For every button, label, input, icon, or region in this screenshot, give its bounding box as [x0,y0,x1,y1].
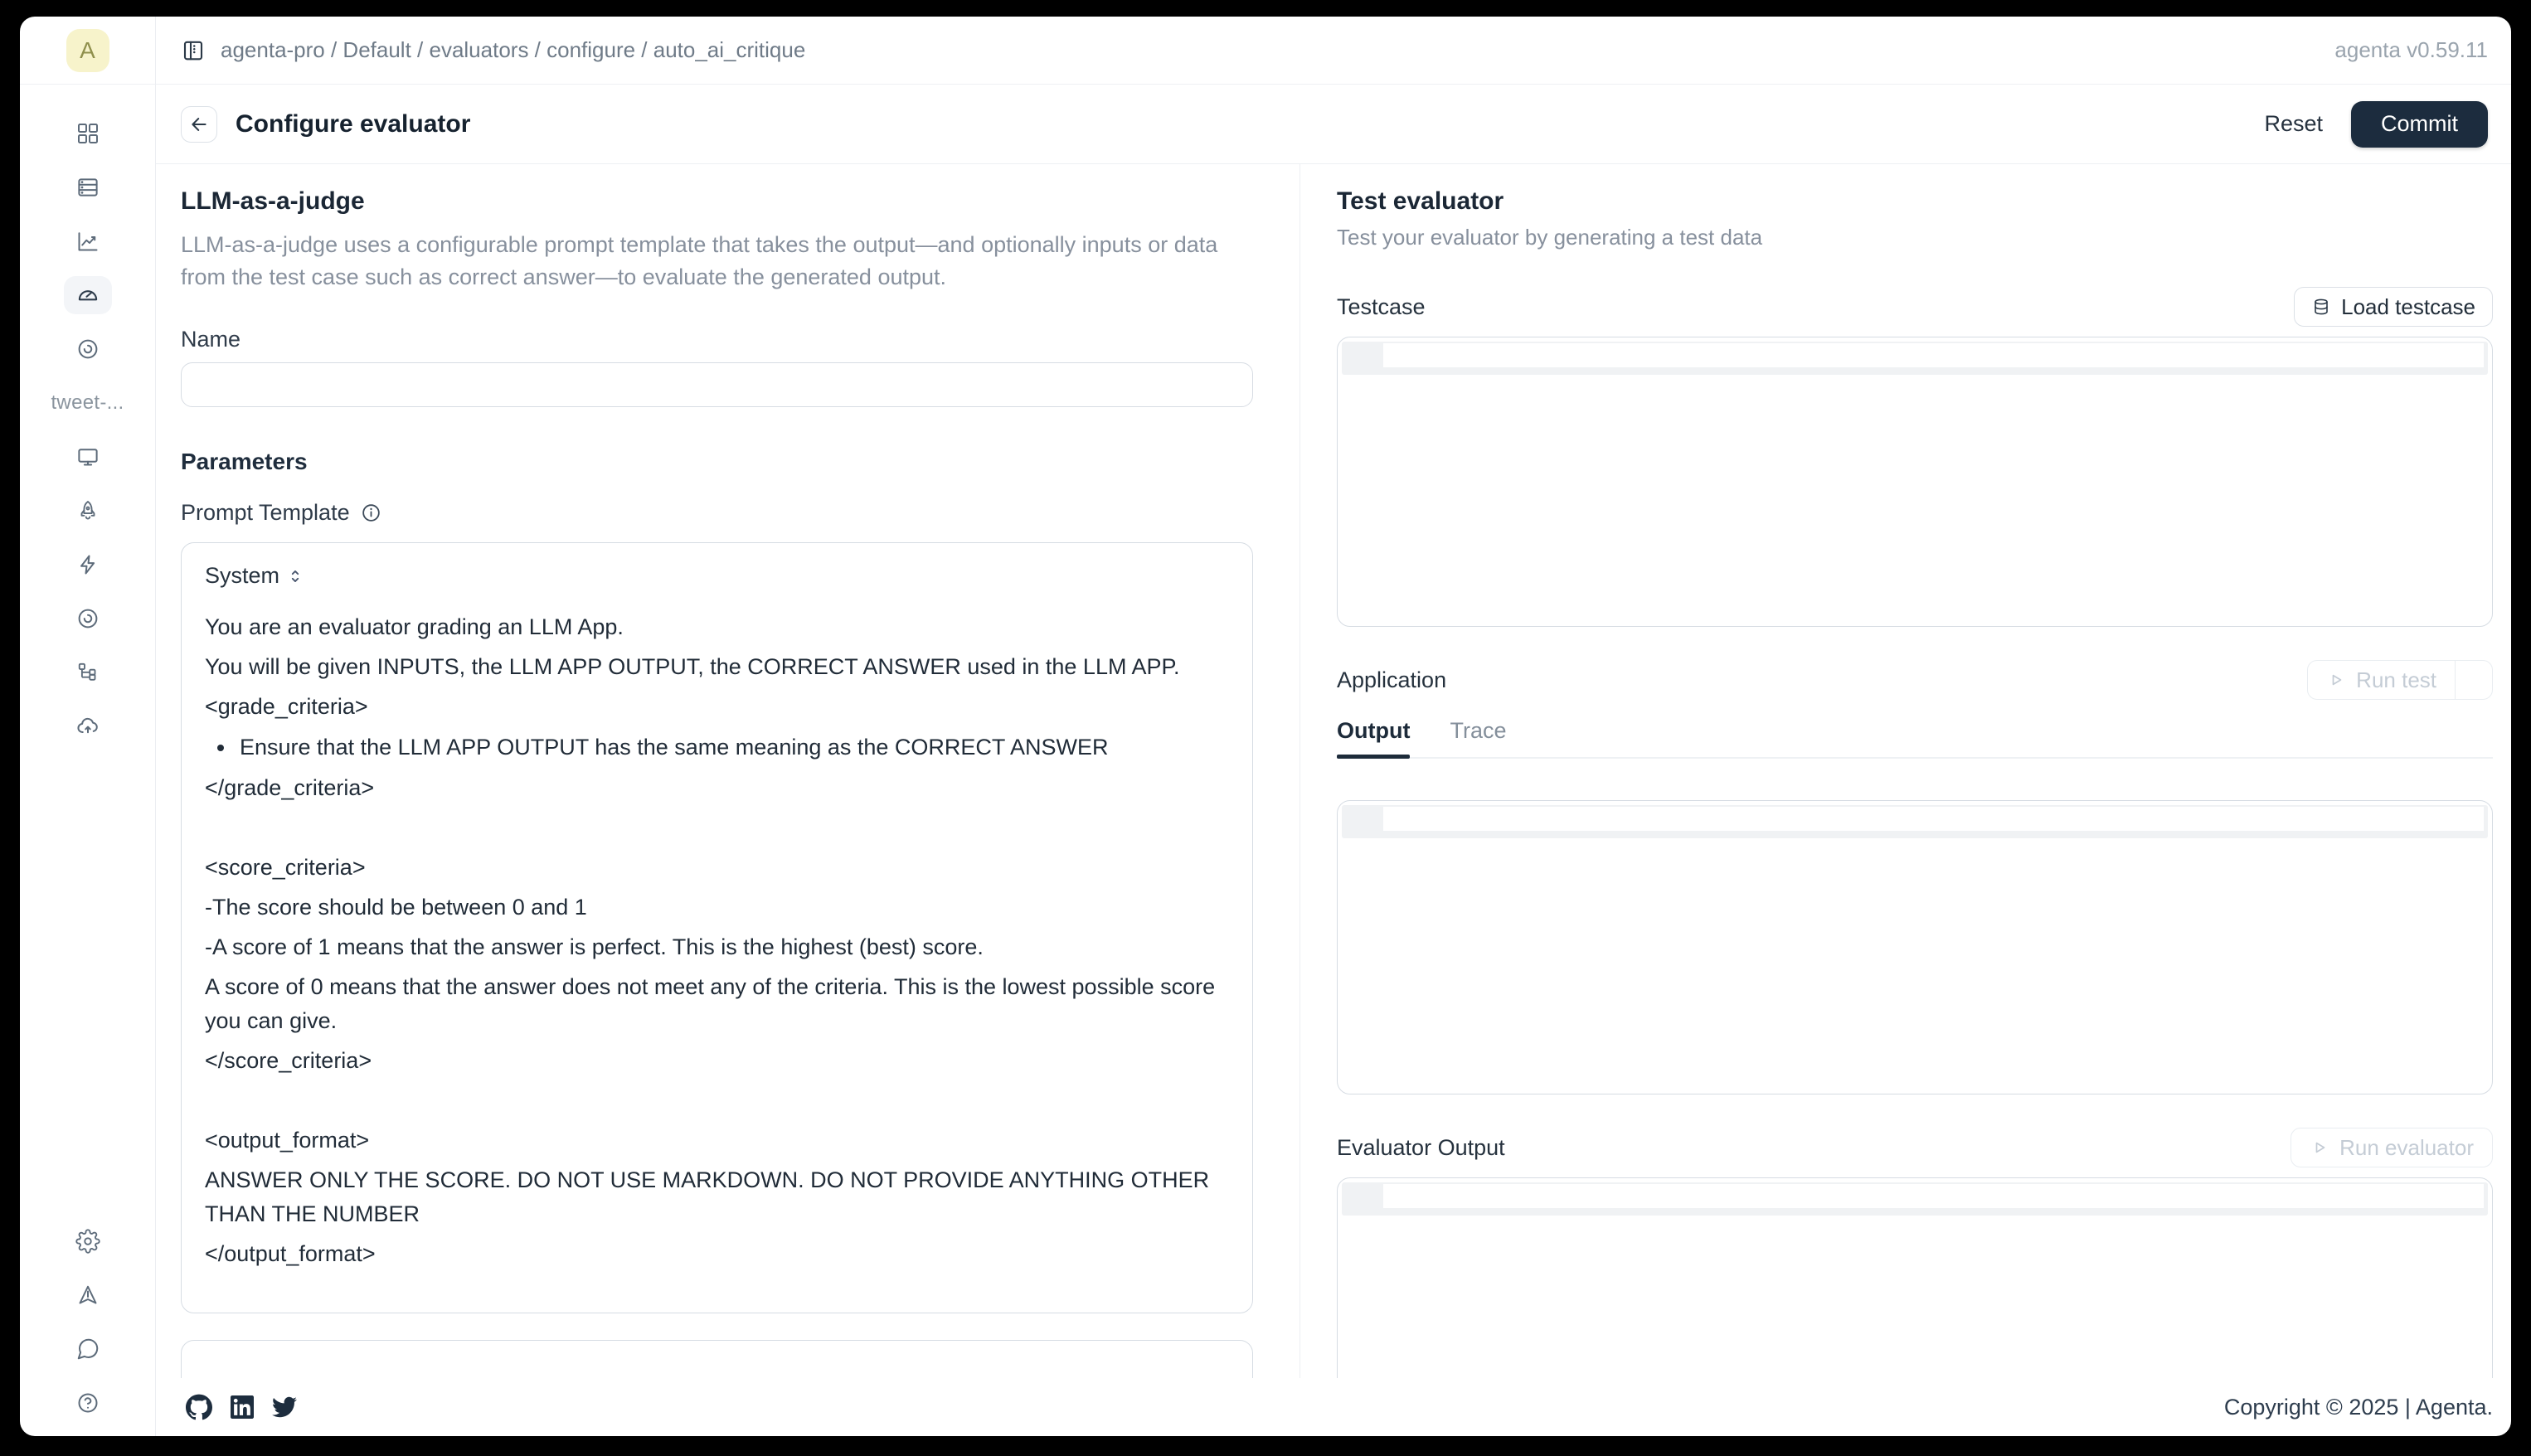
editor-active-line [1383,343,2484,367]
help-circle-icon[interactable] [20,1376,155,1429]
output-trace-tabs [1337,718,2493,759]
sidebar-nav-bottom [20,1214,155,1436]
load-testcase-button[interactable] [2294,287,2493,327]
application-label: Application [1337,667,1447,692]
copyright-text: Copyright © 2025 | Agenta. [2223,1394,2493,1420]
prompt-template-editor[interactable] [181,542,1253,1313]
info-icon[interactable] [360,502,382,524]
name-input[interactable] [181,362,1253,407]
load-testcase-label: Load testcase [2341,294,2475,319]
apps-grid-icon[interactable] [20,106,155,160]
prompt-line: You are an evaluator grading an LLM App. [205,614,624,639]
prompt-line [205,811,1229,845]
prompt-line [205,1084,1229,1118]
play-icon [2310,1138,2329,1158]
test-evaluator-title: Test evaluator [1337,187,1504,215]
prompt-line: </grade_criteria> [205,775,375,800]
output-editor[interactable] [1337,800,2493,1094]
editor-gutter-strip [1342,342,2488,375]
name-label: Name [181,327,241,352]
cloud-upload-icon[interactable] [20,699,155,753]
run-evaluator-label: Run evaluator [2339,1134,2474,1160]
donut-chart-icon[interactable] [20,322,155,376]
evaluator-config-panel [156,164,1300,1378]
donut-chart-icon[interactable] [20,591,155,645]
app-window [20,17,2511,1436]
chart-trend-icon[interactable] [20,214,155,268]
prompt-line: <score_criteria> [205,855,366,880]
workspace-avatar[interactable]: A [66,29,109,72]
sidebar [20,17,156,1436]
prompt-line: You will be given INPUTS, the LLM APP OUTPUT, the CORRECT ANSWER used in the LLM APP. [205,654,1180,679]
content [156,164,2511,1378]
prompt-line: <output_format> [205,1128,370,1153]
prompt-template-label: Prompt Template [181,500,350,525]
prompt-line: A score of 0 means that the answer does not meet any of the criteria. This is the lowest possible score you can give. [205,974,1216,1033]
prompt-line: <grade_criteria> [205,694,368,719]
prompt-line: -The score should be between 0 and 1 [205,895,587,920]
navigation-arrow-icon[interactable] [20,1268,155,1322]
topbar [156,17,2511,85]
header-actions [2264,101,2488,148]
registry-rows-icon[interactable] [20,160,155,214]
sidebar-nav-top [20,85,155,753]
play-icon [2326,670,2346,690]
twitter-icon[interactable] [272,1395,297,1420]
prompt-text[interactable] [205,610,1229,1271]
evaluator-description: LLM-as-a-judge uses a configurable prompt template that takes the output—and optionally inputs or data from the test case such as correct answer—to evaluate the generated output. [181,232,1218,289]
testcase-label: Testcase [1337,294,1426,319]
prompt-line: ANSWER ONLY THE SCORE. DO NOT USE MARKDOWN. DO NOT PROVIDE ANYTHING OTHER THAN THE NUMBER [205,1167,1210,1226]
run-test-main[interactable] [2308,661,2455,699]
evaluator-output-row [1337,1128,2493,1167]
rocket-icon[interactable] [20,483,155,537]
testcase-editor[interactable] [1337,337,2493,627]
prompt-bullet: • Ensure that the LLM APP OUTPUT has the same meaning as the CORRECT ANSWER [236,730,1229,764]
test-evaluator-panel [1300,164,2511,1378]
evaluator-output-label: Evaluator Output [1337,1134,1505,1160]
github-icon[interactable] [186,1394,212,1420]
testcase-row [1337,287,2493,327]
prompt-bullet-list [205,730,1229,764]
linkedin-icon[interactable] [231,1395,254,1419]
application-row [1337,660,2493,700]
back-button[interactable] [181,106,217,143]
run-evaluator-button[interactable] [2291,1128,2493,1167]
tab-output[interactable]: Output [1337,718,1410,757]
message-role-select[interactable] [205,563,306,589]
prompt-line: </score_criteria> [205,1048,372,1073]
prompt-line: -A score of 1 means that the answer is perfect. This is the highest (best) score. [205,934,984,959]
message-role-value: System [205,563,280,588]
run-evaluator-main[interactable] [2291,1128,2492,1167]
parameters-label: Parameters [181,449,308,474]
database-icon [2311,297,2331,317]
reset-button[interactable]: Reset [2264,111,2323,136]
test-evaluator-subtitle: Test your evaluator by generating a test data [1337,225,1763,250]
social-links [186,1394,297,1420]
lightning-bolt-icon[interactable] [20,537,155,591]
editor-gutter-strip [1342,1182,2488,1216]
breadcrumb[interactable] [181,37,805,63]
page-title: Configure evaluator [236,109,471,138]
chevron-updown-icon [284,565,306,587]
app-version: agenta v0.59.11 [2334,37,2488,62]
footer [156,1378,2511,1436]
tree-branches-icon[interactable] [20,645,155,699]
sidebar-head [20,17,155,85]
tab-trace[interactable]: Trace [1450,718,1507,743]
commit-button[interactable]: Commit [2351,101,2488,148]
run-test-button[interactable] [2307,660,2493,700]
evaluator-title: LLM-as-a-judge [181,187,365,215]
editor-active-line [1383,1184,2484,1208]
prompt-line: </output_format> [205,1241,376,1266]
run-test-menu-button[interactable] [2455,661,2492,699]
page-header [156,85,2511,164]
next-message-box[interactable] [181,1340,1253,1378]
run-test-label: Run test [2356,667,2436,692]
monitor-icon[interactable] [20,430,155,483]
active-nav-pill [64,276,112,314]
evaluation-gauge-icon[interactable] [20,268,155,322]
prompt-template-row [181,500,1253,526]
editor-gutter-strip [1342,805,2488,838]
editor-active-line [1383,807,2484,831]
settings-gear-icon[interactable] [20,1214,155,1268]
evaluator-output-editor[interactable] [1337,1177,2493,1378]
breadcrumb-text: agenta-pro / Default / evaluators / configure / auto_ai_critique [221,37,806,62]
chat-bubble-icon[interactable] [20,1322,155,1376]
workspace-label[interactable]: tweet-... [51,391,124,414]
workspace-book-icon [181,38,206,63]
